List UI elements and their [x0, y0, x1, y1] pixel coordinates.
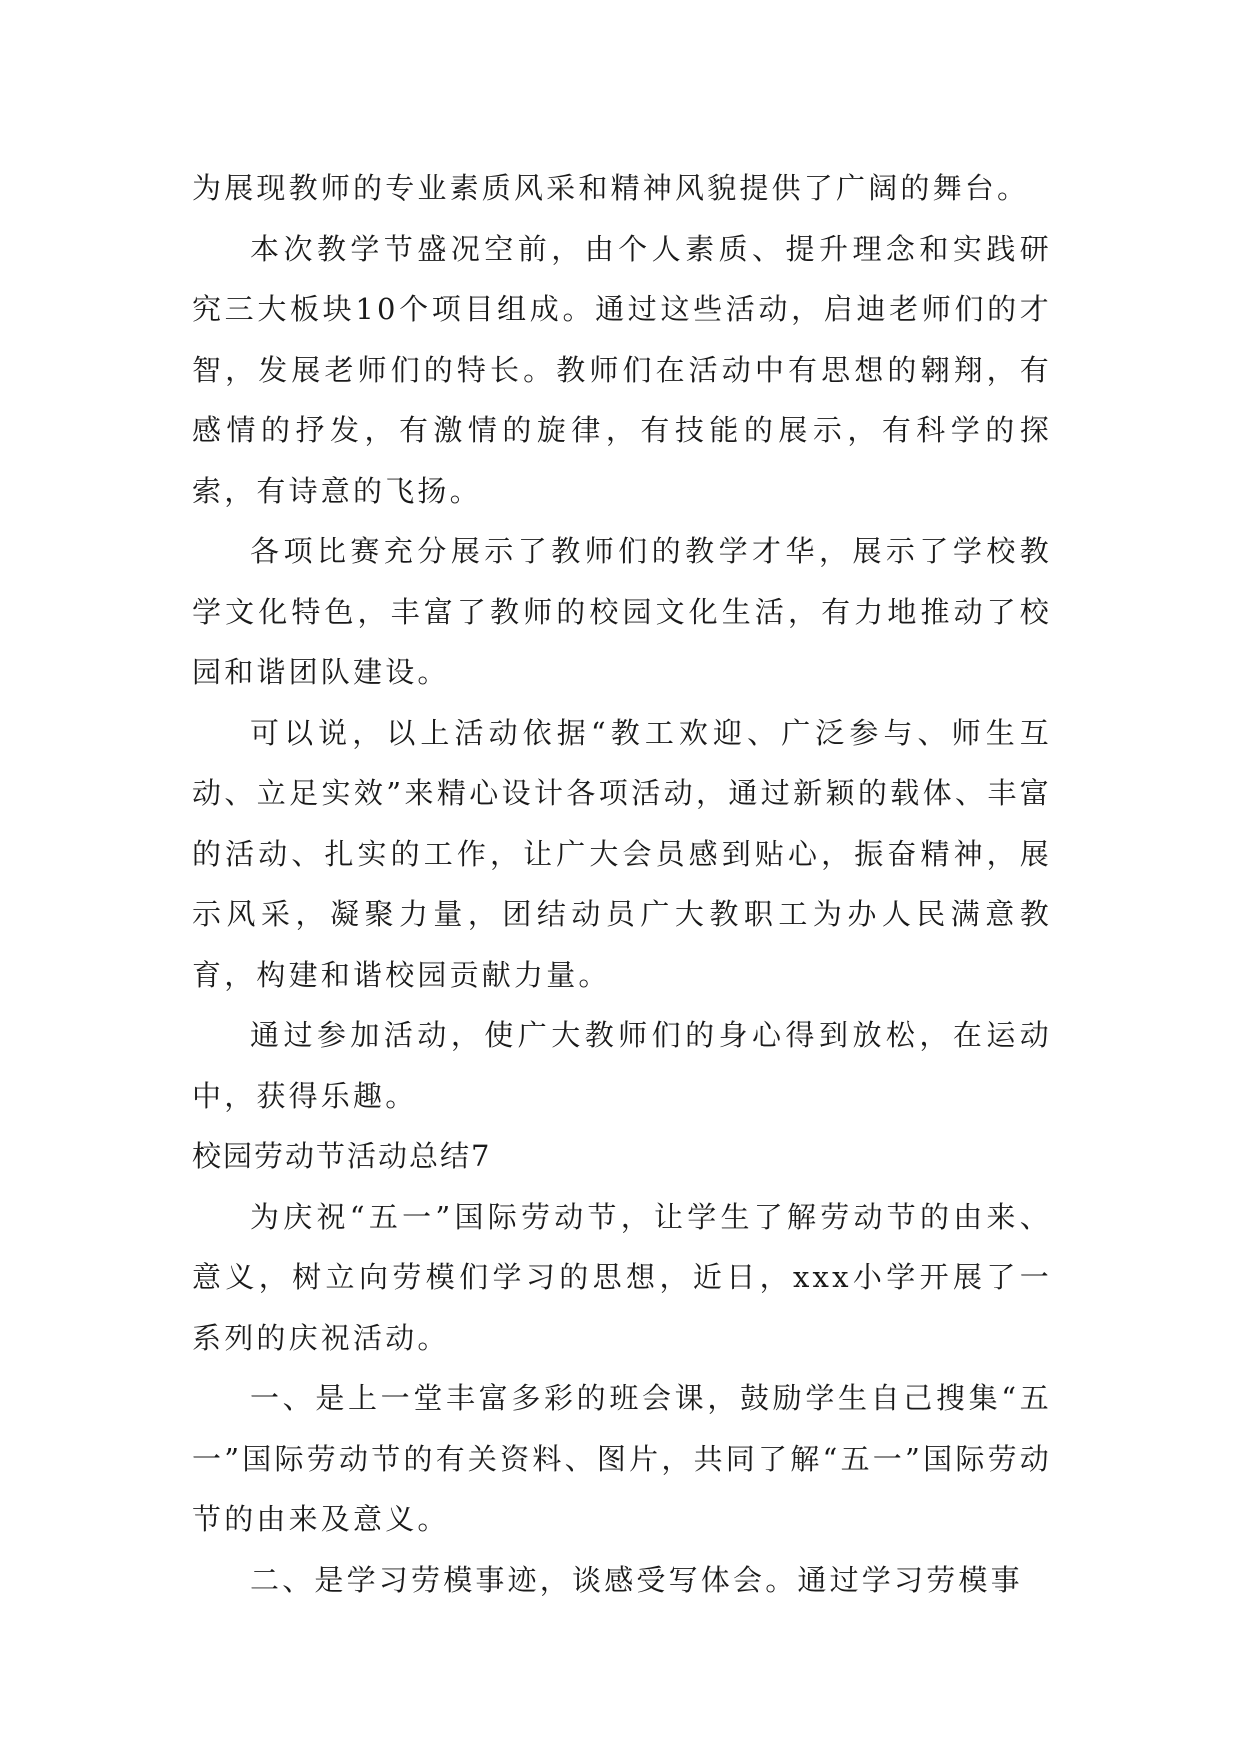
paragraph: 为庆祝“五一”国际劳动节，让学生了解劳动节的由来、意义，树立向劳模们学习的思想，近日，xxx小学开展了一系列的庆祝活动。	[192, 1199, 1052, 1355]
paragraph: 各项比赛充分展示了教师们的教学才华，展示了学校教学文化特色，丰富了教师的校园文化生活，有力地推动了校园和谐团队建设。	[192, 534, 1052, 689]
section-heading: 校园劳动节活动总结7	[192, 1139, 492, 1173]
paragraph-continuation: 为展现教师的专业素质风采和精神风貌提供了广阔的舞台。	[192, 171, 1030, 205]
paragraph: 可以说，以上活动依据“教工欢迎、广泛参与、师生互动、立足实效”来精心设计各项活动，通过新颖的载体、丰富的活动、扎实的工作，让广大会员感到贴心，振奋精神，展示风采，凝聚力量，团结动员广大教职工为办人民满意教育，构建和谐校园贡献力量。	[192, 715, 1052, 992]
paragraph: 二、是学习劳模事迹，谈感受写体会。通过学习劳模事	[250, 1562, 1023, 1597]
paragraph: 一、是上一堂丰富多彩的班会课，鼓励学生自己搜集“五一”国际劳动节的有关资料、图片，共同了解“五一”国际劳动节的由来及意义。	[192, 1381, 1052, 1536]
paragraph: 通过参加活动，使广大教师们的身心得到放松，在运动中，获得乐趣。	[192, 1018, 1052, 1113]
document-body	[192, 158, 1052, 1610]
paragraph: 本次教学节盛况空前，由个人素质、提升理念和实践研究三大板块10个项目组成。通过这些活动，启迪老师们的才智，发展老师们的特长。教师们在活动中有思想的翱翔，有感情的抒发，有激情的旋律，有技能的展示，有科学的探索，有诗意的飞扬。	[192, 231, 1052, 508]
